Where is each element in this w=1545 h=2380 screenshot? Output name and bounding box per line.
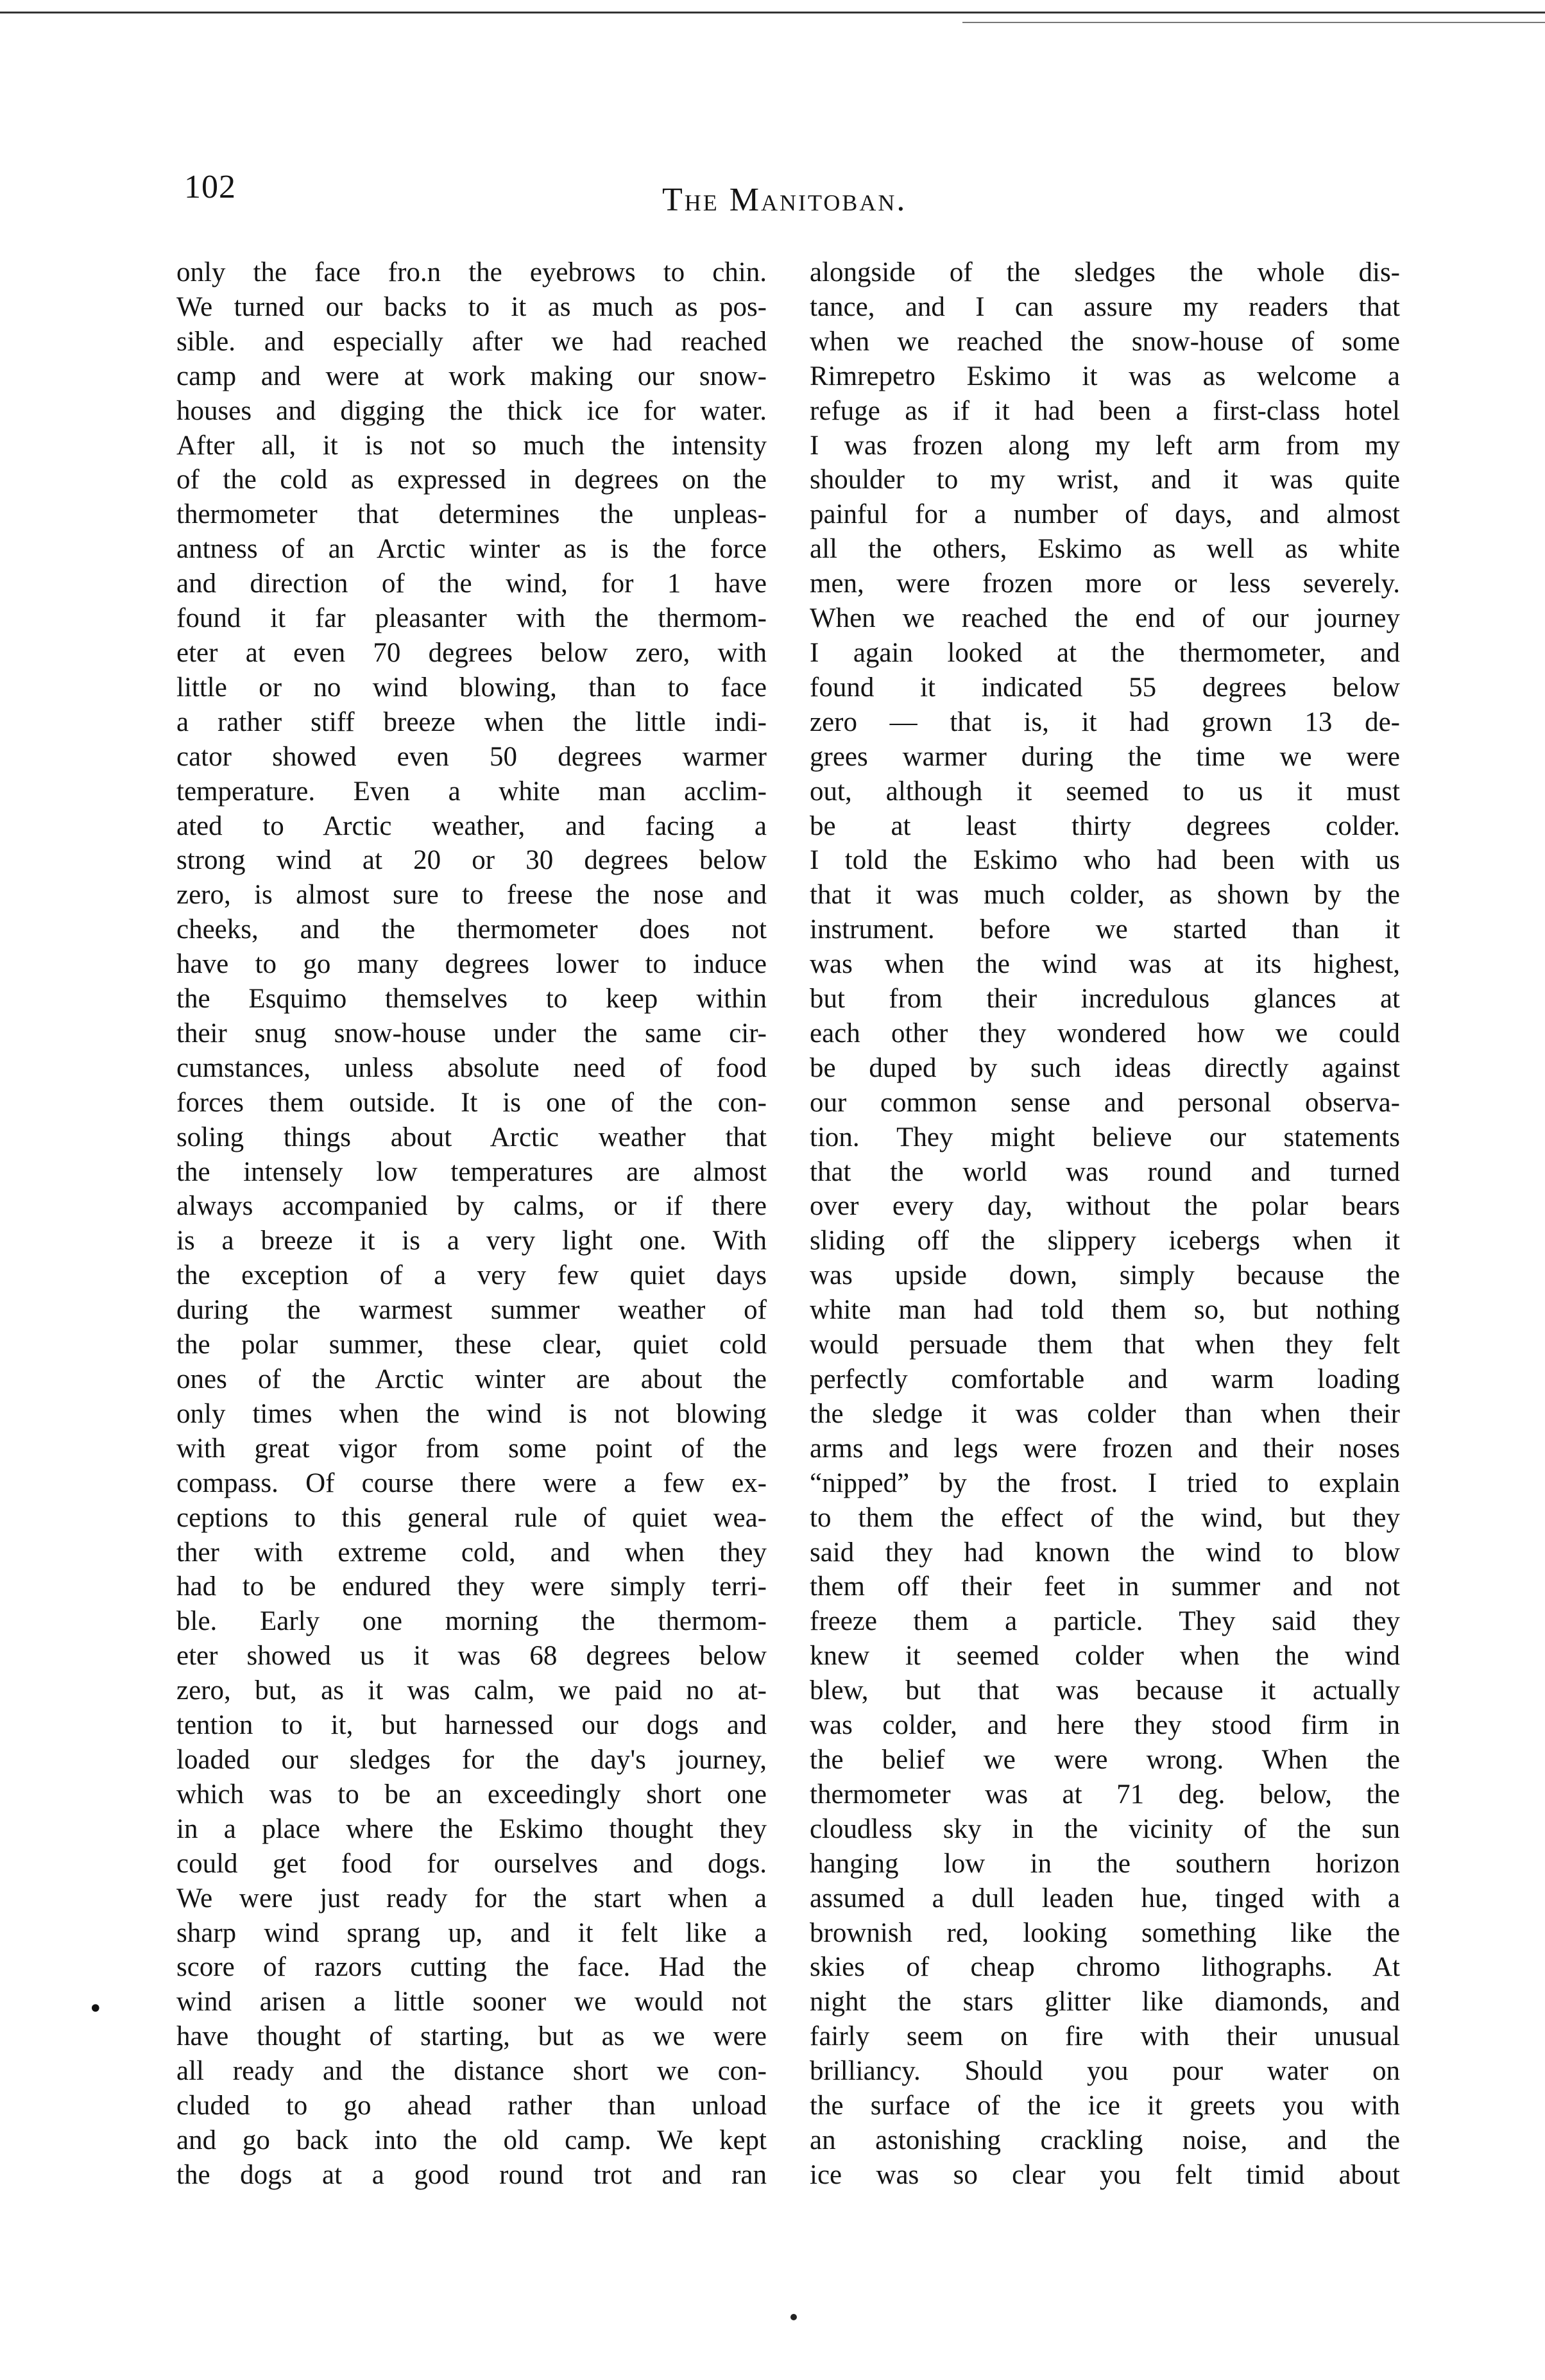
running-head: The Manitoban. — [662, 182, 907, 218]
text-line: ones of the Arctic winter are about the — [176, 1364, 767, 1394]
text-line: alongside of the sledges the whole dis- — [810, 257, 1400, 287]
text-line: score of razors cutting the face. Had the — [176, 1952, 767, 1983]
text-line: that it was much colder, as shown by the — [810, 880, 1400, 911]
text-line: but from their incredulous glances at — [810, 984, 1400, 1014]
text-line: instrument. before we started than it — [810, 914, 1400, 945]
text-line: compass. Of course there were a few ex- — [176, 1468, 767, 1498]
text-line: all the others, Eskimo as well as white — [810, 534, 1400, 565]
text-line: that the world was round and turned — [810, 1156, 1400, 1187]
text-line: antness of an Arctic winter as is the force — [176, 534, 767, 565]
text-line: refuge as if it had been a first-class hotel — [810, 395, 1400, 426]
text-line: said they had known the wind to blow — [810, 1537, 1400, 1568]
text-line: thermometer was at 71 deg. below, the — [810, 1779, 1400, 1810]
text-line: had to be endured they were simply terri- — [176, 1571, 767, 1602]
right-column — [810, 255, 1400, 2193]
text-line: the polar summer, these clear, quiet cold — [176, 1330, 767, 1360]
text-line: tion. They might believe our statements — [810, 1122, 1400, 1152]
text-line: zero — that is, it had grown 13 de- — [810, 706, 1400, 737]
text-line: strong wind at 20 or 30 degrees below — [176, 845, 767, 876]
text-line: the intensely low temperatures are almost — [176, 1156, 767, 1187]
text-line: white man had told them so, but nothing — [810, 1295, 1400, 1326]
text-line: their snug snow-house under the same cir- — [176, 1018, 767, 1049]
text-line: when we reached the snow-house of some — [810, 326, 1400, 357]
text-line: be at least thirty degrees colder. — [810, 810, 1400, 841]
text-line: always accompanied by calms, or if there — [176, 1191, 767, 1222]
top-rule-secondary — [962, 22, 1545, 23]
text-line: is a breeze it is a very light one. With — [176, 1226, 767, 1256]
text-line: sharp wind sprang up, and it felt like a — [176, 1917, 767, 1948]
text-line: We were just ready for the start when a — [176, 1883, 767, 1913]
text-line: wind arisen a little sooner we would not — [176, 1987, 767, 2017]
page-number: 102 — [184, 169, 236, 205]
bottom-dot — [790, 2314, 797, 2320]
text-line: houses and digging the thick ice for water. — [176, 395, 767, 426]
text-line: have to go many degrees lower to induce — [176, 949, 767, 980]
text-line: during the warmest summer weather of — [176, 1295, 767, 1326]
text-line: found it indicated 55 degrees below — [810, 672, 1400, 703]
text-line: all ready and the distance short we con- — [176, 2056, 767, 2087]
text-line: found it far pleasanter with the thermom- — [176, 603, 767, 634]
text-line: only times when the wind is not blowing — [176, 1398, 767, 1429]
text-line: was upside down, simply because the — [810, 1260, 1400, 1291]
text-line: Rimrepetro Eskimo it was as welcome a — [810, 361, 1400, 391]
text-line: fairly seem on fire with their unusual — [810, 2021, 1400, 2052]
text-line: brilliancy. Should you pour water on — [810, 2056, 1400, 2087]
text-line: and go back into the old camp. We kept — [176, 2125, 767, 2155]
text-line: skies of cheap chromo lithographs. At — [810, 1952, 1400, 1983]
text-line: and direction of the wind, for 1 have — [176, 569, 767, 599]
text-line: I was frozen along my left arm from my — [810, 430, 1400, 461]
text-line: temperature. Even a white man acclim- — [176, 776, 767, 807]
text-line: knew it seemed colder when the wind — [810, 1641, 1400, 1672]
text-line: tention to it, but harnessed our dogs and — [176, 1710, 767, 1741]
text-line: brownish red, looking something like the — [810, 1917, 1400, 1948]
text-line: the Esquimo themselves to keep within — [176, 984, 767, 1014]
text-line: soling things about Arctic weather that — [176, 1122, 767, 1152]
text-line: hanging low in the southern horizon — [810, 1848, 1400, 1879]
text-line: in a place where the Eskimo thought they — [176, 1813, 767, 1844]
text-line: arms and legs were frozen and their noses — [810, 1433, 1400, 1464]
text-line: over every day, without the polar bears — [810, 1191, 1400, 1222]
text-line: cator showed even 50 degrees warmer — [176, 741, 767, 772]
text-line: freeze them a particle. They said they — [810, 1606, 1400, 1637]
text-line: of the cold as expressed in degrees on the — [176, 465, 767, 495]
text-line: the sledge it was colder than when their — [810, 1398, 1400, 1429]
text-line: eter at even 70 degrees below zero, with — [176, 637, 767, 668]
text-line: the belief we were wrong. When the — [810, 1744, 1400, 1775]
text-line: “nipped” by the frost. I tried to explain — [810, 1468, 1400, 1498]
text-line: out, although it seemed to us it must — [810, 776, 1400, 807]
text-line: an astonishing crackling noise, and the — [810, 2125, 1400, 2155]
left-column — [176, 255, 767, 2193]
text-line: night the stars glitter like diamonds, and — [810, 1987, 1400, 2017]
text-line: eter showed us it was 68 degrees below — [176, 1641, 767, 1672]
text-line: forces them outside. It is one of the con- — [176, 1087, 767, 1118]
text-line: cheeks, and the thermometer does not — [176, 914, 767, 945]
text-line: to them the effect of the wind, but they — [810, 1502, 1400, 1533]
text-line: I again looked at the thermometer, and — [810, 637, 1400, 668]
text-line: camp and were at work making our snow- — [176, 361, 767, 391]
text-line: ceptions to this general rule of quiet wea- — [176, 1502, 767, 1533]
text-line: them off their feet in summer and not — [810, 1571, 1400, 1602]
text-line: painful for a number of days, and almost — [810, 499, 1400, 530]
text-line: the exception of a very few quiet days — [176, 1260, 767, 1291]
text-line: cumstances, unless absolute need of food — [176, 1052, 767, 1083]
text-line: only the face fro.n the eyebrows to chin. — [176, 257, 767, 287]
text-line: was colder, and here they stood firm in — [810, 1710, 1400, 1741]
text-line: thermometer that determines the unpleas- — [176, 499, 767, 530]
text-line: sliding off the slippery icebergs when it — [810, 1226, 1400, 1256]
margin-mark: • — [88, 1994, 103, 2024]
text-line: zero, is almost sure to freese the nose and — [176, 880, 767, 911]
text-line: a rather stiff breeze when the little indi- — [176, 706, 767, 737]
text-line: tance, and I can assure my readers that — [810, 291, 1400, 322]
text-line: cluded to go ahead rather than unload — [176, 2091, 767, 2121]
text-line: men, were frozen more or less severely. — [810, 569, 1400, 599]
text-line: I told the Eskimo who had been with us — [810, 845, 1400, 876]
text-line: zero, but, as it was calm, we paid no at- — [176, 1675, 767, 1706]
text-line: have thought of starting, but as we were — [176, 2021, 767, 2052]
text-line: ated to Arctic weather, and facing a — [176, 810, 767, 841]
text-line: be duped by such ideas directly against — [810, 1052, 1400, 1083]
text-line: grees warmer during the time we were — [810, 741, 1400, 772]
top-rule — [0, 12, 1545, 13]
text-line: each other they wondered how we could — [810, 1018, 1400, 1049]
text-line: ble. Early one morning the thermom- — [176, 1606, 767, 1637]
text-line: with great vigor from some point of the — [176, 1433, 767, 1464]
text-line: sible. and especially after we had reached — [176, 326, 767, 357]
text-line: the surface of the ice it greets you with — [810, 2091, 1400, 2121]
text-line: shoulder to my wrist, and it was quite — [810, 465, 1400, 495]
text-line: When we reached the end of our journey — [810, 603, 1400, 634]
text-line: After all, it is not so much the intensity — [176, 430, 767, 461]
text-line: the dogs at a good round trot and ran — [176, 2159, 767, 2190]
text-line: could get food for ourselves and dogs. — [176, 1848, 767, 1879]
text-line: was when the wind was at its highest, — [810, 949, 1400, 980]
text-line: little or no wind blowing, than to face — [176, 672, 767, 703]
text-line: would persuade them that when they felt — [810, 1330, 1400, 1360]
text-line: loaded our sledges for the day's journey, — [176, 1744, 767, 1775]
text-line: blew, but that was because it actually — [810, 1675, 1400, 1706]
text-line: ice was so clear you felt timid about — [810, 2159, 1400, 2190]
text-line: cloudless sky in the vicinity of the sun — [810, 1813, 1400, 1844]
text-line: ther with extreme cold, and when they — [176, 1537, 767, 1568]
text-line: perfectly comfortable and warm loading — [810, 1364, 1400, 1394]
text-line: We turned our backs to it as much as pos- — [176, 291, 767, 322]
text-line: assumed a dull leaden hue, tinged with a — [810, 1883, 1400, 1913]
text-line: our common sense and personal observa- — [810, 1087, 1400, 1118]
text-line: which was to be an exceedingly short one — [176, 1779, 767, 1810]
